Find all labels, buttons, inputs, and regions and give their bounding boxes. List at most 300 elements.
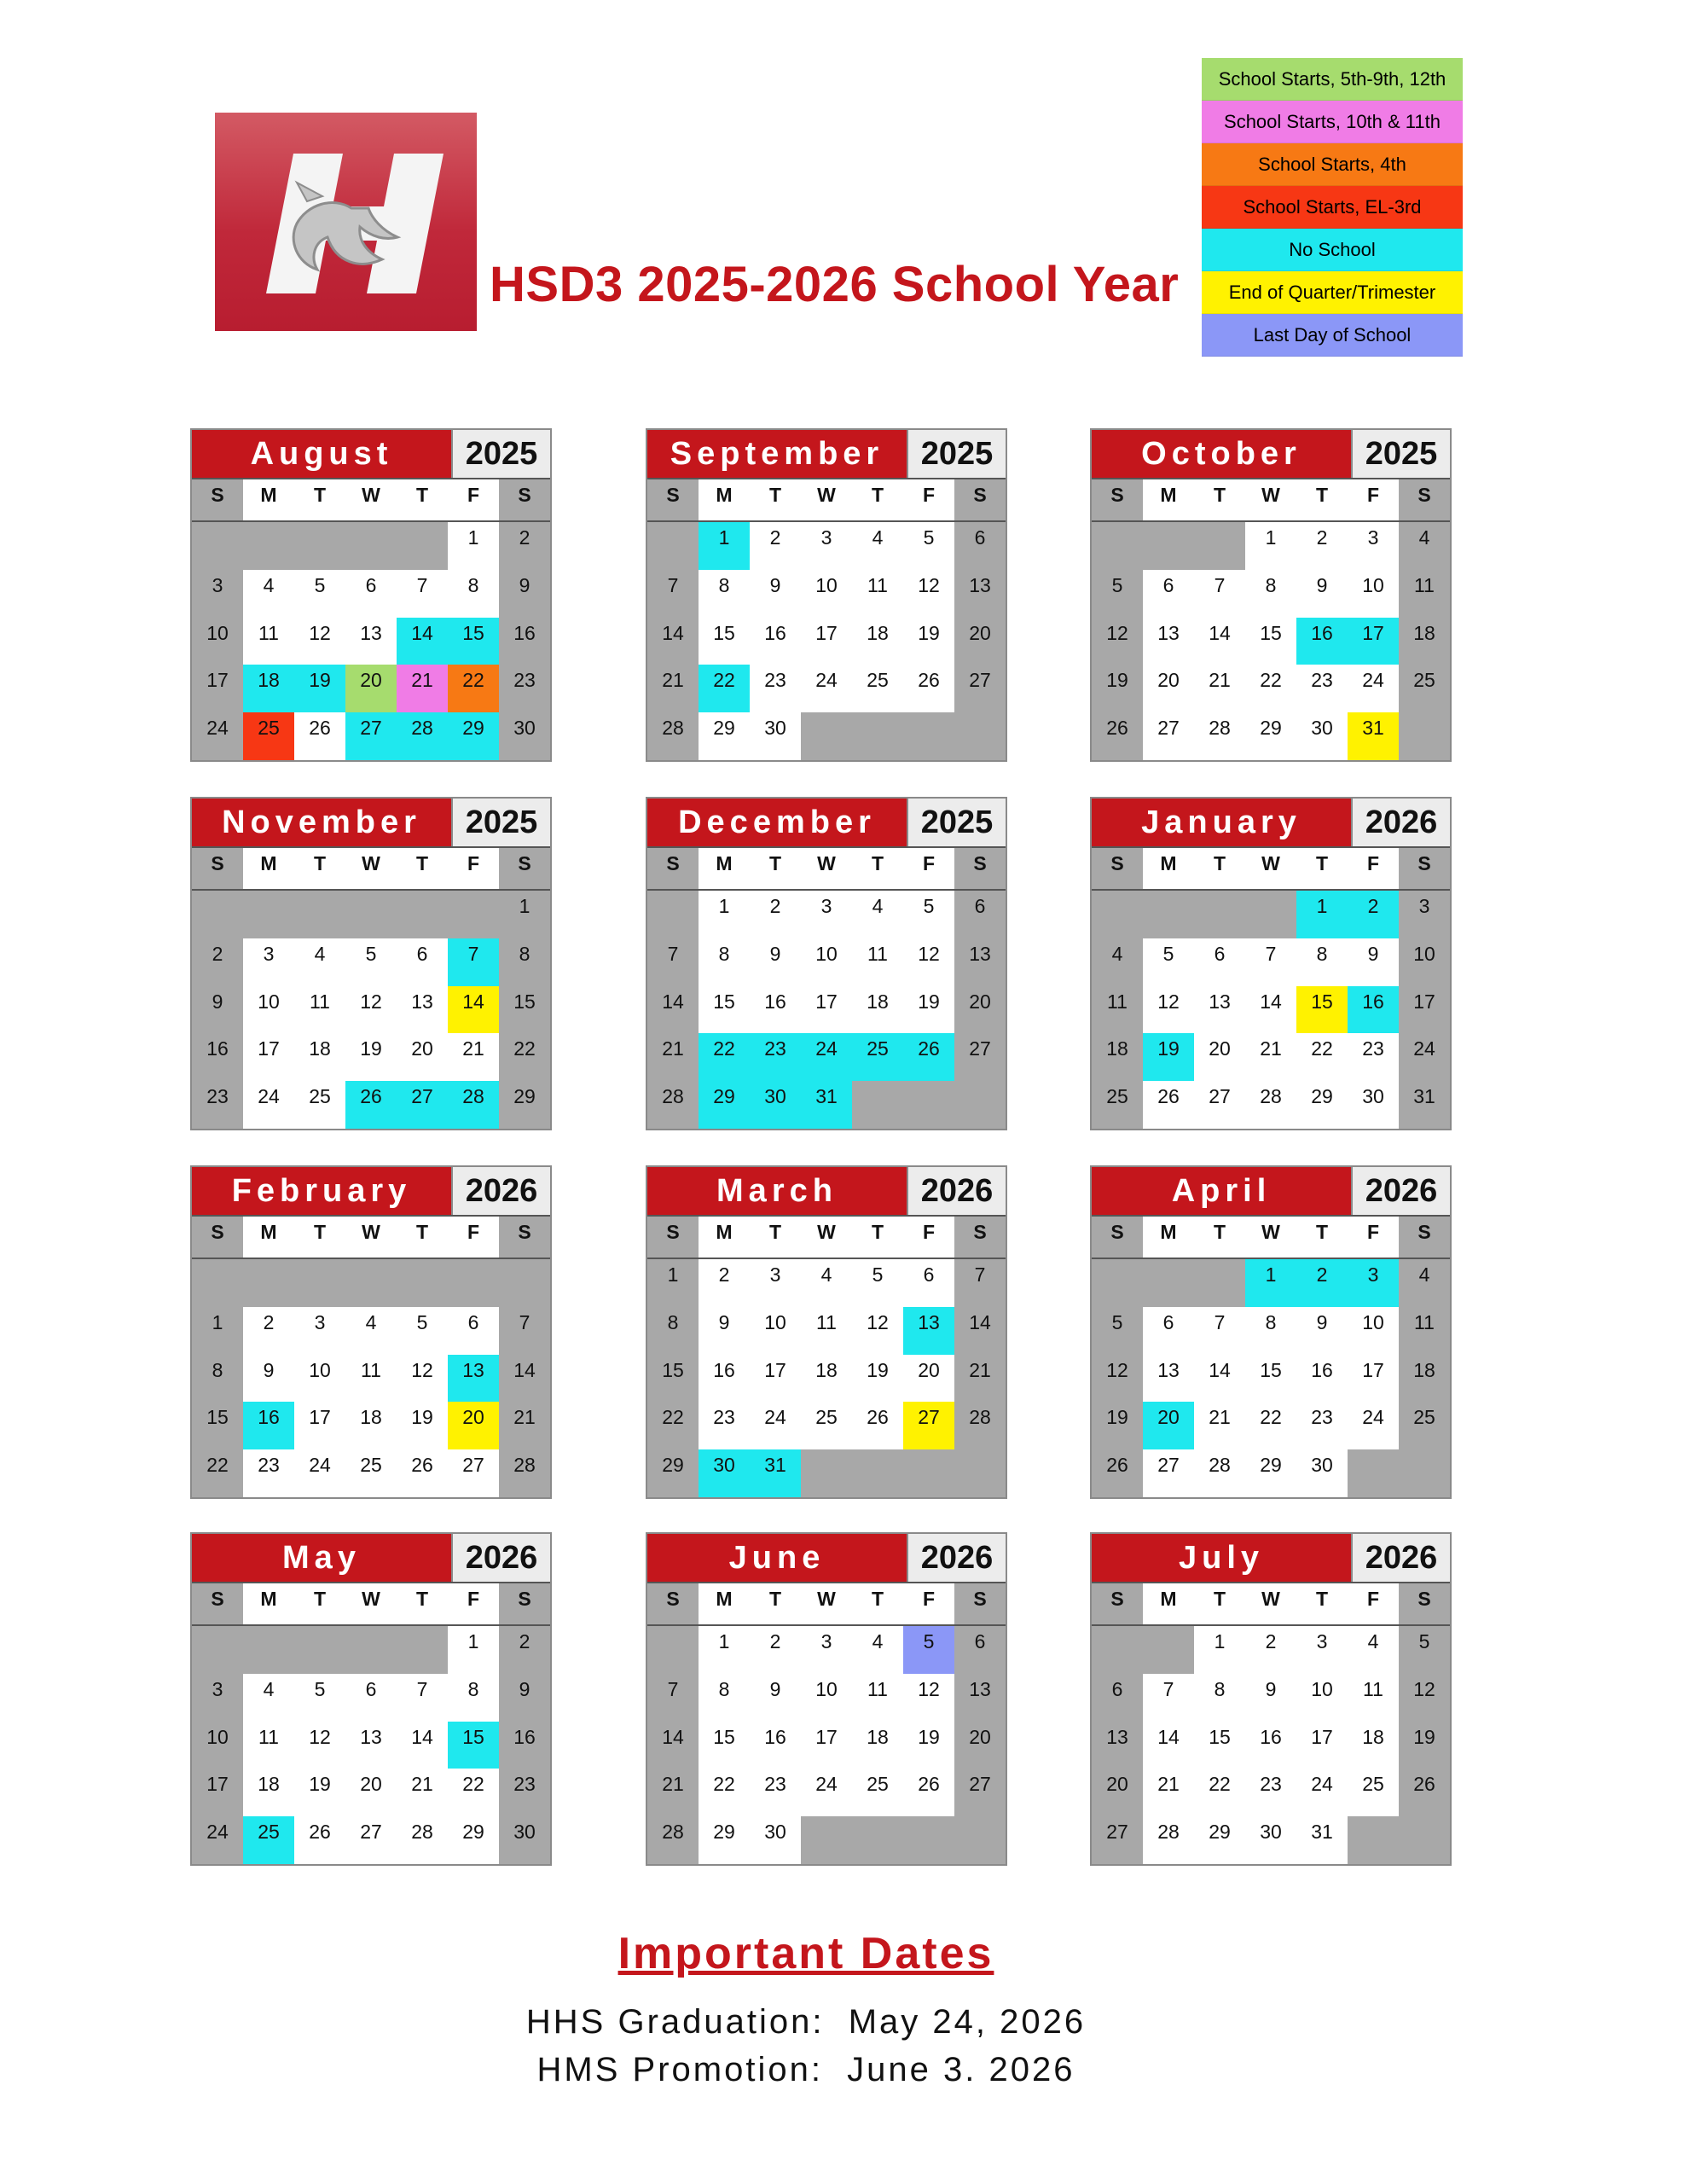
day-cell: 22 <box>1194 1769 1245 1816</box>
day-cell: 3 <box>1348 522 1399 570</box>
day-cell: 8 <box>699 938 750 986</box>
day-cell: 1 <box>699 522 750 570</box>
month-name: January <box>1092 799 1351 846</box>
day-cell: 6 <box>345 1674 397 1722</box>
empty-day-cell <box>294 1259 345 1307</box>
day-cell: 15 <box>192 1402 243 1449</box>
day-cell: 18 <box>1092 1033 1143 1081</box>
month-name: July <box>1092 1534 1351 1582</box>
weekday-header: F <box>903 1582 954 1626</box>
empty-day-cell <box>243 522 294 570</box>
day-cell: 22 <box>699 665 750 712</box>
legend-item: End of Quarter/Trimester <box>1202 271 1463 314</box>
day-cell: 17 <box>192 1769 243 1816</box>
weekday-header-row <box>647 1215 1006 1259</box>
day-cell: 9 <box>499 570 550 618</box>
day-cell: 30 <box>699 1449 750 1497</box>
weekday-header-row <box>192 846 550 891</box>
day-cell: 29 <box>1245 712 1296 760</box>
day-cell: 19 <box>345 1033 397 1081</box>
day-cell: 26 <box>294 712 345 760</box>
empty-day-cell <box>397 1626 448 1674</box>
empty-day-cell <box>852 1816 903 1864</box>
day-cell: 13 <box>954 938 1006 986</box>
legend-item: School Starts, 4th <box>1202 143 1463 186</box>
empty-day-cell <box>1194 891 1245 938</box>
empty-day-cell <box>903 1449 954 1497</box>
day-cell: 4 <box>852 891 903 938</box>
weekday-header: M <box>243 478 294 522</box>
day-cell: 20 <box>345 1769 397 1816</box>
day-cell: 7 <box>448 938 499 986</box>
empty-day-cell <box>1245 891 1296 938</box>
month-year: 2025 <box>1351 430 1450 478</box>
day-cell: 20 <box>954 1722 1006 1769</box>
day-cell: 6 <box>1194 938 1245 986</box>
weekday-header: F <box>1348 846 1399 891</box>
day-cell: 20 <box>345 665 397 712</box>
day-cell: 27 <box>448 1449 499 1497</box>
day-cell: 31 <box>1348 712 1399 760</box>
day-cell: 4 <box>1092 938 1143 986</box>
empty-day-cell <box>1348 1816 1399 1864</box>
weekday-header-row <box>1092 478 1450 522</box>
day-cell: 2 <box>1245 1626 1296 1674</box>
day-cell: 16 <box>1348 986 1399 1034</box>
month-name: April <box>1092 1167 1351 1215</box>
day-cell: 6 <box>903 1259 954 1307</box>
weekday-header: M <box>699 1582 750 1626</box>
day-cell: 5 <box>1092 570 1143 618</box>
day-cell: 14 <box>647 618 699 665</box>
day-cell: 7 <box>499 1307 550 1355</box>
empty-day-cell <box>192 1626 243 1674</box>
day-cell: 8 <box>192 1355 243 1403</box>
day-cell: 15 <box>1245 1355 1296 1403</box>
day-cell: 19 <box>397 1402 448 1449</box>
day-cell: 19 <box>1092 665 1143 712</box>
day-cell: 4 <box>852 522 903 570</box>
calendar-january <box>1090 797 1452 1130</box>
day-cell: 29 <box>1194 1816 1245 1864</box>
day-cell: 2 <box>1296 522 1348 570</box>
month-year: 2026 <box>1351 1534 1450 1582</box>
weekday-header: T <box>294 1582 345 1626</box>
day-cell: 30 <box>750 1081 801 1129</box>
weekday-header: S <box>499 1215 550 1259</box>
day-cell: 18 <box>1399 618 1450 665</box>
day-cell: 4 <box>243 570 294 618</box>
day-cell: 24 <box>243 1081 294 1129</box>
day-cell: 18 <box>294 1033 345 1081</box>
day-cell: 15 <box>1245 618 1296 665</box>
weekday-header: S <box>647 478 699 522</box>
day-cell: 7 <box>954 1259 1006 1307</box>
day-cell: 23 <box>1296 665 1348 712</box>
weekday-header: T <box>1194 1582 1245 1626</box>
day-cell: 10 <box>801 570 852 618</box>
day-cell: 31 <box>1399 1081 1450 1129</box>
day-cell: 2 <box>750 891 801 938</box>
day-cell: 25 <box>1092 1081 1143 1129</box>
day-cell: 18 <box>243 665 294 712</box>
day-cell: 4 <box>1399 1259 1450 1307</box>
weekday-header: F <box>448 478 499 522</box>
weekday-header: F <box>903 846 954 891</box>
day-cell: 9 <box>750 570 801 618</box>
day-cell: 13 <box>1092 1722 1143 1769</box>
day-cell: 18 <box>801 1355 852 1403</box>
day-cell: 11 <box>1399 1307 1450 1355</box>
day-cell: 9 <box>1296 570 1348 618</box>
weekday-header: T <box>397 1582 448 1626</box>
day-cell: 1 <box>1245 522 1296 570</box>
day-cell: 23 <box>1348 1033 1399 1081</box>
day-cell: 19 <box>852 1355 903 1403</box>
day-grid <box>1092 522 1450 760</box>
day-cell: 5 <box>1399 1626 1450 1674</box>
empty-day-cell <box>1399 712 1450 760</box>
day-cell: 6 <box>954 1626 1006 1674</box>
day-cell: 3 <box>192 1674 243 1722</box>
day-cell: 19 <box>294 1769 345 1816</box>
weekday-header: S <box>954 846 1006 891</box>
weekday-header: T <box>750 478 801 522</box>
day-cell: 12 <box>1092 618 1143 665</box>
day-cell: 27 <box>345 712 397 760</box>
month-year: 2026 <box>1351 1167 1450 1215</box>
day-cell: 20 <box>1092 1769 1143 1816</box>
month-year: 2026 <box>451 1534 550 1582</box>
empty-day-cell <box>903 1816 954 1864</box>
day-cell: 20 <box>397 1033 448 1081</box>
day-cell: 24 <box>1348 1402 1399 1449</box>
day-cell: 13 <box>448 1355 499 1403</box>
day-cell: 24 <box>192 712 243 760</box>
day-cell: 10 <box>801 1674 852 1722</box>
weekday-header-row <box>1092 1582 1450 1626</box>
weekday-header: T <box>294 1215 345 1259</box>
empty-day-cell <box>1092 891 1143 938</box>
weekday-header: F <box>903 1215 954 1259</box>
day-cell: 1 <box>1296 891 1348 938</box>
day-cell: 26 <box>1143 1081 1194 1129</box>
day-cell: 21 <box>1143 1769 1194 1816</box>
weekday-header: T <box>294 846 345 891</box>
day-cell: 19 <box>903 986 954 1034</box>
day-cell: 15 <box>699 1722 750 1769</box>
day-cell: 11 <box>852 938 903 986</box>
weekday-header: W <box>345 478 397 522</box>
calendar-october <box>1090 428 1452 762</box>
weekday-header: W <box>345 1215 397 1259</box>
day-cell: 7 <box>647 570 699 618</box>
empty-day-cell <box>1092 522 1143 570</box>
day-cell: 29 <box>699 1816 750 1864</box>
day-cell: 21 <box>397 1769 448 1816</box>
day-cell: 26 <box>1092 712 1143 760</box>
weekday-header: T <box>1194 1215 1245 1259</box>
weekday-header: W <box>1245 846 1296 891</box>
day-cell: 13 <box>397 986 448 1034</box>
day-grid <box>1092 1259 1450 1497</box>
calendar-march <box>646 1165 1007 1499</box>
weekday-header: T <box>397 1215 448 1259</box>
weekday-header: T <box>1296 478 1348 522</box>
empty-day-cell <box>345 522 397 570</box>
day-cell: 22 <box>647 1402 699 1449</box>
month-name: September <box>647 430 907 478</box>
day-cell: 5 <box>397 1307 448 1355</box>
day-cell: 9 <box>1296 1307 1348 1355</box>
day-cell: 5 <box>852 1259 903 1307</box>
day-cell: 6 <box>1092 1674 1143 1722</box>
day-cell: 28 <box>448 1081 499 1129</box>
day-cell: 5 <box>903 891 954 938</box>
day-cell: 20 <box>1143 665 1194 712</box>
day-cell: 16 <box>192 1033 243 1081</box>
day-cell: 29 <box>1296 1081 1348 1129</box>
day-cell: 14 <box>1245 986 1296 1034</box>
day-cell: 13 <box>1143 1355 1194 1403</box>
day-cell: 26 <box>1092 1449 1143 1497</box>
day-cell: 2 <box>192 938 243 986</box>
weekday-header: T <box>1296 1582 1348 1626</box>
day-cell: 20 <box>448 1402 499 1449</box>
day-cell: 14 <box>954 1307 1006 1355</box>
empty-day-cell <box>294 891 345 938</box>
empty-day-cell <box>1399 1816 1450 1864</box>
weekday-header: W <box>801 1582 852 1626</box>
day-cell: 1 <box>647 1259 699 1307</box>
empty-day-cell <box>345 1626 397 1674</box>
important-dates-heading: Important Dates <box>617 1929 994 1978</box>
weekday-header: M <box>1143 846 1194 891</box>
weekday-header: S <box>1092 846 1143 891</box>
calendar-february <box>190 1165 552 1499</box>
day-cell: 21 <box>954 1355 1006 1403</box>
day-cell: 9 <box>750 938 801 986</box>
day-cell: 27 <box>397 1081 448 1129</box>
day-cell: 6 <box>1143 570 1194 618</box>
day-cell: 13 <box>1194 986 1245 1034</box>
day-cell: 29 <box>499 1081 550 1129</box>
weekday-header-row <box>647 1582 1006 1626</box>
day-cell: 4 <box>1399 522 1450 570</box>
day-cell: 27 <box>1092 1816 1143 1864</box>
day-cell: 16 <box>699 1355 750 1403</box>
day-cell: 8 <box>1245 570 1296 618</box>
day-cell: 1 <box>699 1626 750 1674</box>
empty-day-cell <box>448 1259 499 1307</box>
day-cell: 10 <box>1296 1674 1348 1722</box>
day-cell: 2 <box>750 1626 801 1674</box>
calendar-november <box>190 797 552 1130</box>
day-cell: 17 <box>1399 986 1450 1034</box>
day-cell: 18 <box>852 618 903 665</box>
day-cell: 28 <box>954 1402 1006 1449</box>
day-cell: 8 <box>647 1307 699 1355</box>
empty-day-cell <box>499 1259 550 1307</box>
empty-day-cell <box>397 1259 448 1307</box>
empty-day-cell <box>954 1816 1006 1864</box>
day-cell: 20 <box>954 986 1006 1034</box>
day-cell: 7 <box>647 938 699 986</box>
day-cell: 7 <box>647 1674 699 1722</box>
day-cell: 8 <box>1296 938 1348 986</box>
day-cell: 5 <box>294 1674 345 1722</box>
empty-day-cell <box>397 522 448 570</box>
empty-day-cell <box>243 891 294 938</box>
day-cell: 31 <box>1296 1816 1348 1864</box>
weekday-header: S <box>954 478 1006 522</box>
day-cell: 9 <box>699 1307 750 1355</box>
day-cell: 3 <box>1399 891 1450 938</box>
day-cell: 29 <box>448 1816 499 1864</box>
day-cell: 16 <box>1296 1355 1348 1403</box>
day-cell: 7 <box>1194 570 1245 618</box>
day-cell: 3 <box>801 1626 852 1674</box>
day-cell: 18 <box>243 1769 294 1816</box>
day-cell: 11 <box>243 1722 294 1769</box>
weekday-header: F <box>448 1582 499 1626</box>
day-cell: 25 <box>1399 1402 1450 1449</box>
day-cell: 2 <box>243 1307 294 1355</box>
day-cell: 7 <box>1143 1674 1194 1722</box>
day-cell: 27 <box>954 665 1006 712</box>
day-grid <box>1092 891 1450 1129</box>
day-cell: 21 <box>1245 1033 1296 1081</box>
weekday-header: M <box>699 1215 750 1259</box>
weekday-header: S <box>499 478 550 522</box>
day-cell: 22 <box>448 665 499 712</box>
day-cell: 24 <box>1399 1033 1450 1081</box>
day-cell: 28 <box>647 1816 699 1864</box>
day-cell: 25 <box>852 1033 903 1081</box>
weekday-header: M <box>1143 1215 1194 1259</box>
day-cell: 16 <box>1296 618 1348 665</box>
empty-day-cell <box>1348 1449 1399 1497</box>
day-cell: 11 <box>852 570 903 618</box>
empty-day-cell <box>1143 1626 1194 1674</box>
day-cell: 25 <box>294 1081 345 1129</box>
weekday-header: W <box>1245 1582 1296 1626</box>
weekday-header-row <box>647 478 1006 522</box>
day-cell: 26 <box>345 1081 397 1129</box>
day-cell: 17 <box>243 1033 294 1081</box>
day-cell: 2 <box>1296 1259 1348 1307</box>
weekday-header: W <box>1245 1215 1296 1259</box>
empty-day-cell <box>852 712 903 760</box>
day-cell: 5 <box>903 522 954 570</box>
weekday-header: T <box>852 1582 903 1626</box>
weekday-header: S <box>954 1215 1006 1259</box>
day-cell: 18 <box>852 1722 903 1769</box>
weekday-header-row <box>1092 846 1450 891</box>
day-cell: 14 <box>1194 618 1245 665</box>
day-cell: 30 <box>499 712 550 760</box>
weekday-header: M <box>243 846 294 891</box>
weekday-header: S <box>192 1582 243 1626</box>
day-cell: 29 <box>448 712 499 760</box>
day-cell: 1 <box>1194 1626 1245 1674</box>
month-name: February <box>192 1167 451 1215</box>
day-cell: 6 <box>954 891 1006 938</box>
calendar-april <box>1090 1165 1452 1499</box>
day-cell: 21 <box>1194 665 1245 712</box>
day-grid <box>192 1626 550 1864</box>
day-cell: 7 <box>1194 1307 1245 1355</box>
empty-day-cell <box>903 712 954 760</box>
empty-day-cell <box>345 891 397 938</box>
weekday-header: S <box>192 478 243 522</box>
day-cell: 28 <box>1194 712 1245 760</box>
day-cell: 15 <box>699 986 750 1034</box>
day-cell: 2 <box>699 1259 750 1307</box>
day-cell: 26 <box>294 1816 345 1864</box>
month-name: October <box>1092 430 1351 478</box>
day-cell: 11 <box>801 1307 852 1355</box>
empty-day-cell <box>1194 522 1245 570</box>
empty-day-cell <box>801 712 852 760</box>
empty-day-cell <box>1143 522 1194 570</box>
day-cell: 6 <box>448 1307 499 1355</box>
month-year: 2025 <box>451 430 550 478</box>
mustang-h-logo-icon <box>215 113 477 331</box>
day-cell: 17 <box>1348 1355 1399 1403</box>
weekday-header: W <box>801 846 852 891</box>
weekday-header: S <box>647 1582 699 1626</box>
day-cell: 8 <box>1245 1307 1296 1355</box>
weekday-header: W <box>345 846 397 891</box>
day-cell: 10 <box>1399 938 1450 986</box>
weekday-header: T <box>852 1215 903 1259</box>
weekday-header: T <box>852 478 903 522</box>
day-cell: 17 <box>750 1355 801 1403</box>
empty-day-cell <box>1092 1259 1143 1307</box>
page-title: HSD3 2025-2026 School Year <box>490 257 1180 312</box>
day-cell: 12 <box>294 618 345 665</box>
day-cell: 21 <box>647 1033 699 1081</box>
legend-item: Last Day of School <box>1202 314 1463 357</box>
empty-day-cell <box>954 712 1006 760</box>
empty-day-cell <box>801 1816 852 1864</box>
day-cell: 22 <box>1245 1402 1296 1449</box>
day-cell: 30 <box>1245 1816 1296 1864</box>
day-cell: 12 <box>1092 1355 1143 1403</box>
day-cell: 23 <box>1296 1402 1348 1449</box>
month-name: May <box>192 1534 451 1582</box>
day-cell: 24 <box>1296 1769 1348 1816</box>
day-cell: 23 <box>750 1769 801 1816</box>
empty-day-cell <box>1194 1259 1245 1307</box>
empty-day-cell <box>243 1259 294 1307</box>
weekday-header: S <box>1399 846 1450 891</box>
day-cell: 4 <box>294 938 345 986</box>
day-cell: 28 <box>1245 1081 1296 1129</box>
day-cell: 14 <box>647 1722 699 1769</box>
day-cell: 5 <box>903 1626 954 1674</box>
day-cell: 23 <box>750 1033 801 1081</box>
day-cell: 27 <box>1194 1081 1245 1129</box>
day-cell: 30 <box>499 1816 550 1864</box>
day-grid <box>647 891 1006 1129</box>
day-cell: 13 <box>954 1674 1006 1722</box>
day-cell: 26 <box>903 1769 954 1816</box>
day-cell: 11 <box>345 1355 397 1403</box>
weekday-header: S <box>192 846 243 891</box>
day-cell: 25 <box>345 1449 397 1497</box>
